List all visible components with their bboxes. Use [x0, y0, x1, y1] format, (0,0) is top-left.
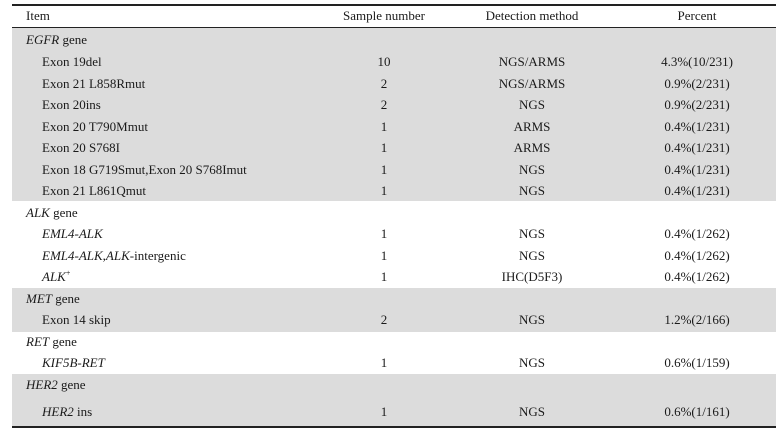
header-row [12, 5, 776, 26]
row-item-sep: , [102, 248, 106, 263]
row-percent: 0.9%(2/231) [664, 97, 730, 112]
table-row [12, 245, 776, 266]
row-item: Exon 14 skip [42, 312, 111, 327]
row-sample-number: 2 [380, 76, 388, 91]
row-percent: 0.4%(1/231) [664, 162, 730, 177]
row-detection-method: NGS [518, 312, 545, 327]
row-sample-number: 1 [380, 355, 388, 370]
row-percent: 4.3%(10/231) [661, 54, 733, 69]
row-item: Exon 21 L858Rmut [42, 76, 146, 91]
table-row [12, 223, 776, 244]
row-item-tail: -intergenic [129, 248, 186, 263]
row-item: KIF5B-RET [42, 355, 105, 370]
header-rule [12, 27, 776, 28]
table-row [12, 51, 776, 72]
row-percent: 0.4%(1/262) [664, 226, 730, 241]
table-row [12, 137, 776, 158]
row-sample-number: 1 [380, 269, 388, 284]
row-item: EML4-ALK [42, 226, 103, 241]
row-item: Exon 19del [42, 54, 102, 69]
gene-name: RET [26, 334, 50, 349]
row-detection-method: NGS [518, 404, 545, 419]
gene-suffix: gene [59, 32, 88, 47]
table-row [12, 266, 776, 287]
row-percent: 0.6%(1/159) [664, 355, 730, 370]
header-item: Item [26, 8, 50, 23]
row-item: Exon 18 G719Smut,Exon 20 S768Imut [42, 162, 247, 177]
row-sample-number: 1 [380, 162, 388, 177]
table-row [12, 180, 776, 201]
gene-name: EGFR [26, 32, 60, 47]
row-item: HER2 [42, 404, 74, 419]
table-row [12, 352, 776, 373]
row-percent: 0.4%(1/231) [664, 140, 730, 155]
group-row-her2 [12, 374, 776, 395]
row-percent: 0.9%(2/231) [664, 76, 730, 91]
row-percent: 0.6%(1/161) [664, 404, 730, 419]
row-item: Exon 20 T790Mmut [42, 119, 148, 134]
row-item: ALK [42, 269, 66, 284]
group-row-met [12, 288, 776, 309]
row-sample-number: 1 [380, 404, 388, 419]
row-detection-method: NGS [518, 226, 545, 241]
table-row [12, 401, 776, 422]
gene-suffix: gene [49, 205, 78, 220]
header-sample-number: Sample number [343, 8, 425, 23]
row-percent: 1.2%(2/166) [664, 312, 730, 327]
row-sample-number: 2 [380, 312, 388, 327]
gene-name: HER2 [26, 377, 58, 392]
row-item: Exon 20 S768I [42, 140, 120, 155]
row-detection-method: NGS [518, 183, 545, 198]
header-detection-method: Detection method [485, 8, 579, 23]
row-sample-number: 2 [380, 97, 388, 112]
row-item-gene: ALK [105, 248, 130, 263]
table-row [12, 73, 776, 94]
row-sample-number: 1 [380, 119, 388, 134]
row-item: Exon 20ins [42, 97, 101, 112]
table-row [12, 94, 776, 115]
group-row-ret [12, 331, 776, 352]
row-detection-method: ARMS [513, 119, 551, 134]
row-detection-method: NGS [518, 97, 545, 112]
header-percent: Percent [677, 8, 717, 23]
row-item-tail: ins [73, 404, 93, 419]
row-sample-number: 10 [377, 54, 391, 69]
row-sample-number: 1 [380, 248, 388, 263]
row-percent: 0.4%(1/231) [664, 183, 730, 198]
table-row [12, 116, 776, 137]
gene-suffix: gene [57, 377, 86, 392]
row-detection-method: NGS [518, 355, 545, 370]
row-sample-number: 1 [380, 226, 388, 241]
table-row [12, 159, 776, 180]
gene-name: ALK [26, 205, 50, 220]
table-row [12, 309, 776, 330]
row-item-superscript: + [65, 268, 71, 278]
row-detection-method: NGS/ARMS [498, 54, 566, 69]
row-percent: 0.4%(1/231) [664, 119, 730, 134]
row-sample-number: 1 [380, 183, 388, 198]
row-sample-number: 1 [380, 140, 388, 155]
row-detection-method: NGS [518, 248, 545, 263]
gene-suffix: gene [52, 291, 80, 306]
row-detection-method: IHC(D5F3) [501, 269, 563, 284]
gene-suffix: gene [49, 334, 77, 349]
row-item: EML4-ALK [42, 248, 103, 263]
row-item: Exon 21 L861Qmut [42, 183, 146, 198]
gene-name: MET [26, 291, 52, 306]
group-row-egfr [12, 29, 776, 50]
row-detection-method: NGS/ARMS [498, 76, 566, 91]
row-detection-method: NGS [518, 162, 545, 177]
row-percent: 0.4%(1/262) [664, 248, 730, 263]
row-detection-method: ARMS [513, 140, 551, 155]
group-row-alk [12, 202, 776, 223]
row-percent: 0.4%(1/262) [664, 269, 730, 284]
